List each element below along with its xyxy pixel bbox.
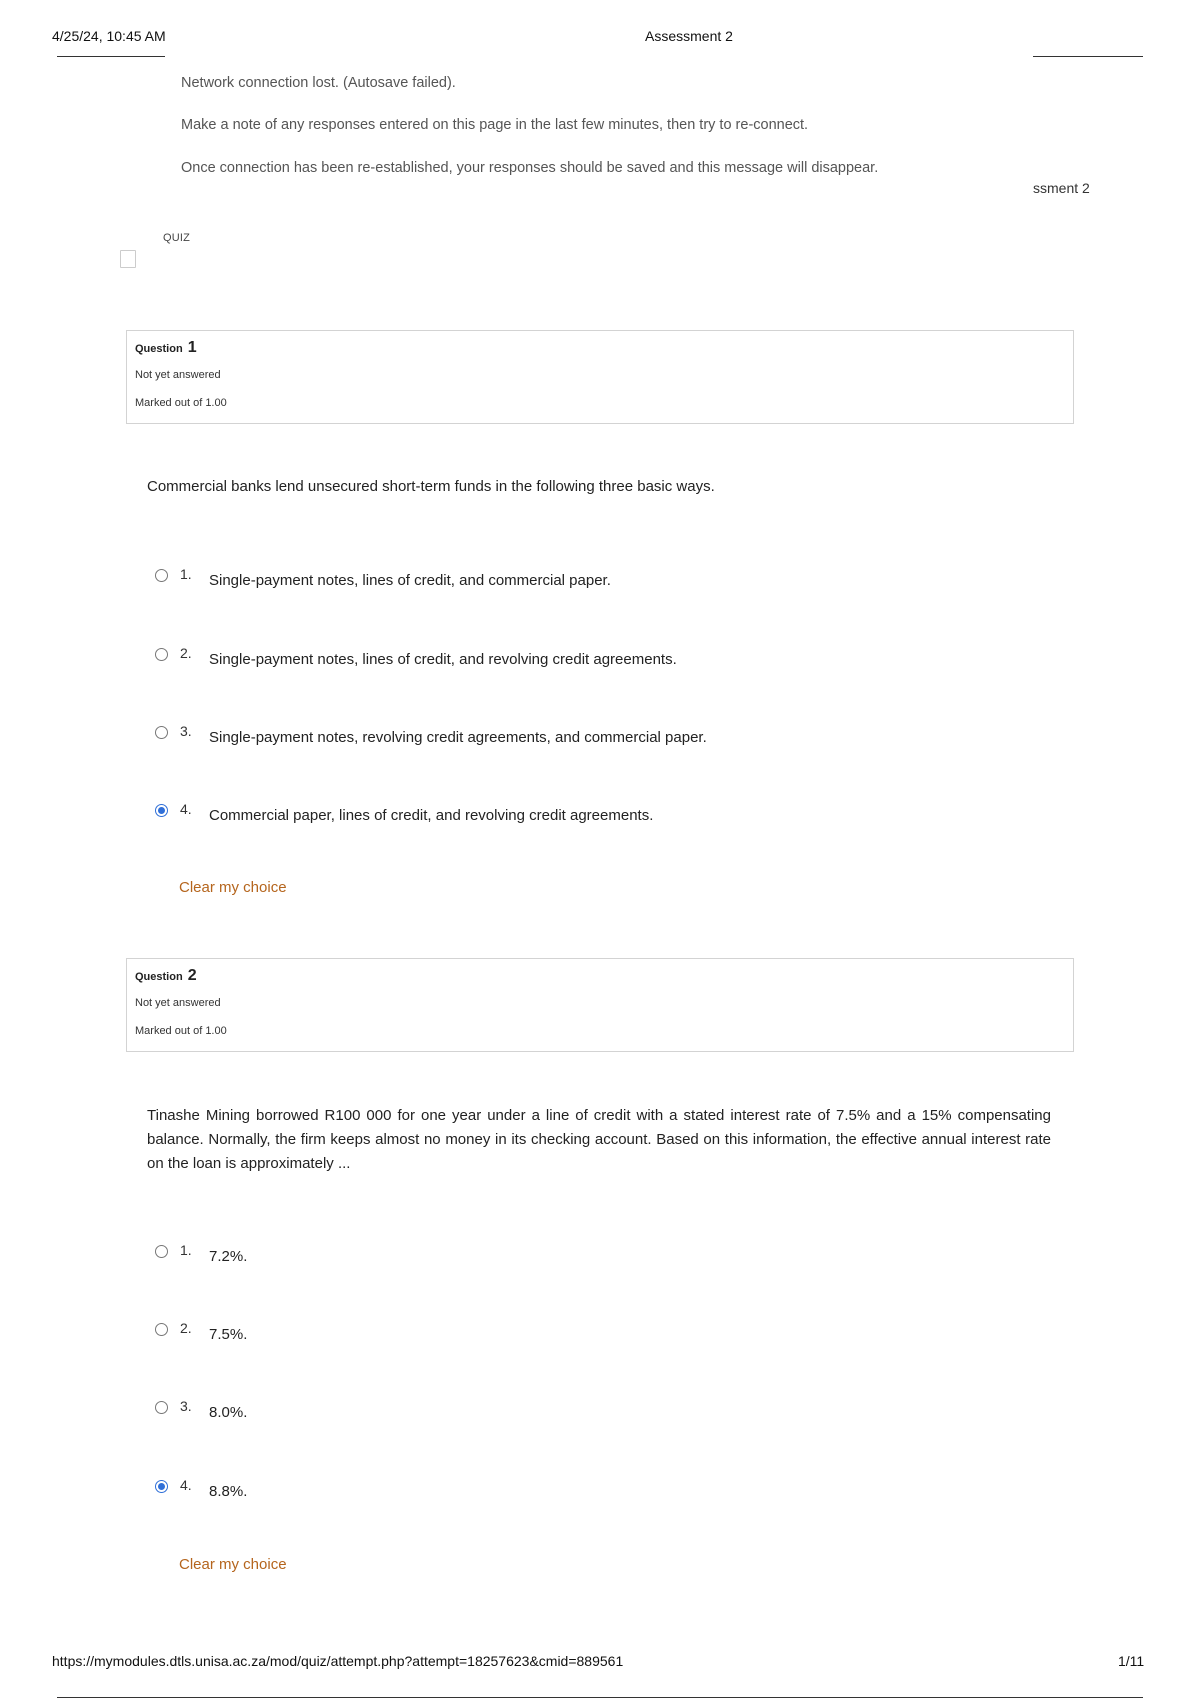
- option-number: 4.: [180, 1477, 192, 1493]
- print-title: Assessment 2: [645, 28, 733, 44]
- option-text: 7.5%.: [209, 1326, 248, 1343]
- q1-option-1-radio[interactable]: [155, 569, 168, 582]
- header-rule-left: [57, 56, 165, 57]
- question-2-info: [126, 958, 1074, 1052]
- option-text: 8.0%.: [209, 1404, 248, 1421]
- q2-option-4-radio-selected[interactable]: [155, 1480, 168, 1493]
- option-number: 1.: [180, 566, 192, 582]
- question-1-info: [126, 330, 1074, 424]
- question-label: Question: [135, 343, 183, 355]
- quiz-label: QUIZ: [163, 232, 191, 244]
- notice-line-3: Once connection has been re-established, your responses should be saved and this message will disappear.: [181, 160, 879, 176]
- question-2-text: Tinashe Mining borrowed R100 000 for one year under a line of credit with a stated interest rate of 7.5% and a 15% compensating balance. Normally, the firm keeps almost no money in its checking account. Based on this information, the effective annual interest rate on the loan is approximately ...: [147, 1107, 1051, 1172]
- q2-option-1-radio[interactable]: [155, 1245, 168, 1258]
- question-2-state: Not yet answered: [135, 997, 221, 1009]
- option-text: 8.8%.: [209, 1483, 248, 1500]
- question-1-text: Commercial banks lend unsecured short-term funds in the following three basic ways.: [147, 478, 715, 495]
- footer-url: https://mymodules.dtls.unisa.ac.za/mod/quiz/attempt.php?attempt=18257623&cmid=889561: [52, 1653, 624, 1669]
- q1-option-2-radio[interactable]: [155, 648, 168, 661]
- footer-page-number: 1/11: [1118, 1653, 1145, 1669]
- question-number: 1: [187, 339, 197, 356]
- option-number: 3.: [180, 723, 192, 739]
- q1-clear-my-choice-link[interactable]: Clear my choice: [179, 879, 287, 896]
- question-2-marks: Marked out of 1.00: [135, 1025, 227, 1037]
- quiz-navigation-icon[interactable]: [120, 250, 136, 268]
- question-label: Question: [135, 971, 183, 983]
- option-text: 7.2%.: [209, 1248, 248, 1265]
- option-number: 2.: [180, 645, 192, 661]
- option-text: Single-payment notes, lines of credit, and revolving credit agreements.: [209, 651, 677, 668]
- q1-option-4-radio-selected[interactable]: [155, 804, 168, 817]
- q2-clear-my-choice-link[interactable]: Clear my choice: [179, 1556, 287, 1573]
- notice-line-2: Make a note of any responses entered on this page in the last few minutes, then try to re-connect.: [181, 117, 809, 133]
- q2-option-2-radio[interactable]: [155, 1323, 168, 1336]
- header-rule-right: [1033, 56, 1143, 57]
- q1-option-3-radio[interactable]: [155, 726, 168, 739]
- partial-page-title: ssment 2: [1033, 180, 1090, 196]
- question-2-title: [135, 967, 197, 985]
- print-datetime: 4/25/24, 10:45 AM: [52, 28, 166, 44]
- question-1-marks: Marked out of 1.00: [135, 397, 227, 409]
- question-1-title: [135, 339, 197, 357]
- option-text: Single-payment notes, lines of credit, and commercial paper.: [209, 572, 611, 589]
- footer-rule: [57, 1697, 1143, 1698]
- question-1-state: Not yet answered: [135, 369, 221, 381]
- option-number: 2.: [180, 1320, 192, 1336]
- notice-line-1: Network connection lost. (Autosave failed).: [181, 75, 456, 91]
- option-text: Single-payment notes, revolving credit agreements, and commercial paper.: [209, 729, 707, 746]
- option-number: 3.: [180, 1398, 192, 1414]
- question-number: 2: [187, 967, 197, 984]
- option-text: Commercial paper, lines of credit, and revolving credit agreements.: [209, 807, 654, 824]
- q2-option-3-radio[interactable]: [155, 1401, 168, 1414]
- option-number: 4.: [180, 801, 192, 817]
- option-number: 1.: [180, 1242, 192, 1258]
